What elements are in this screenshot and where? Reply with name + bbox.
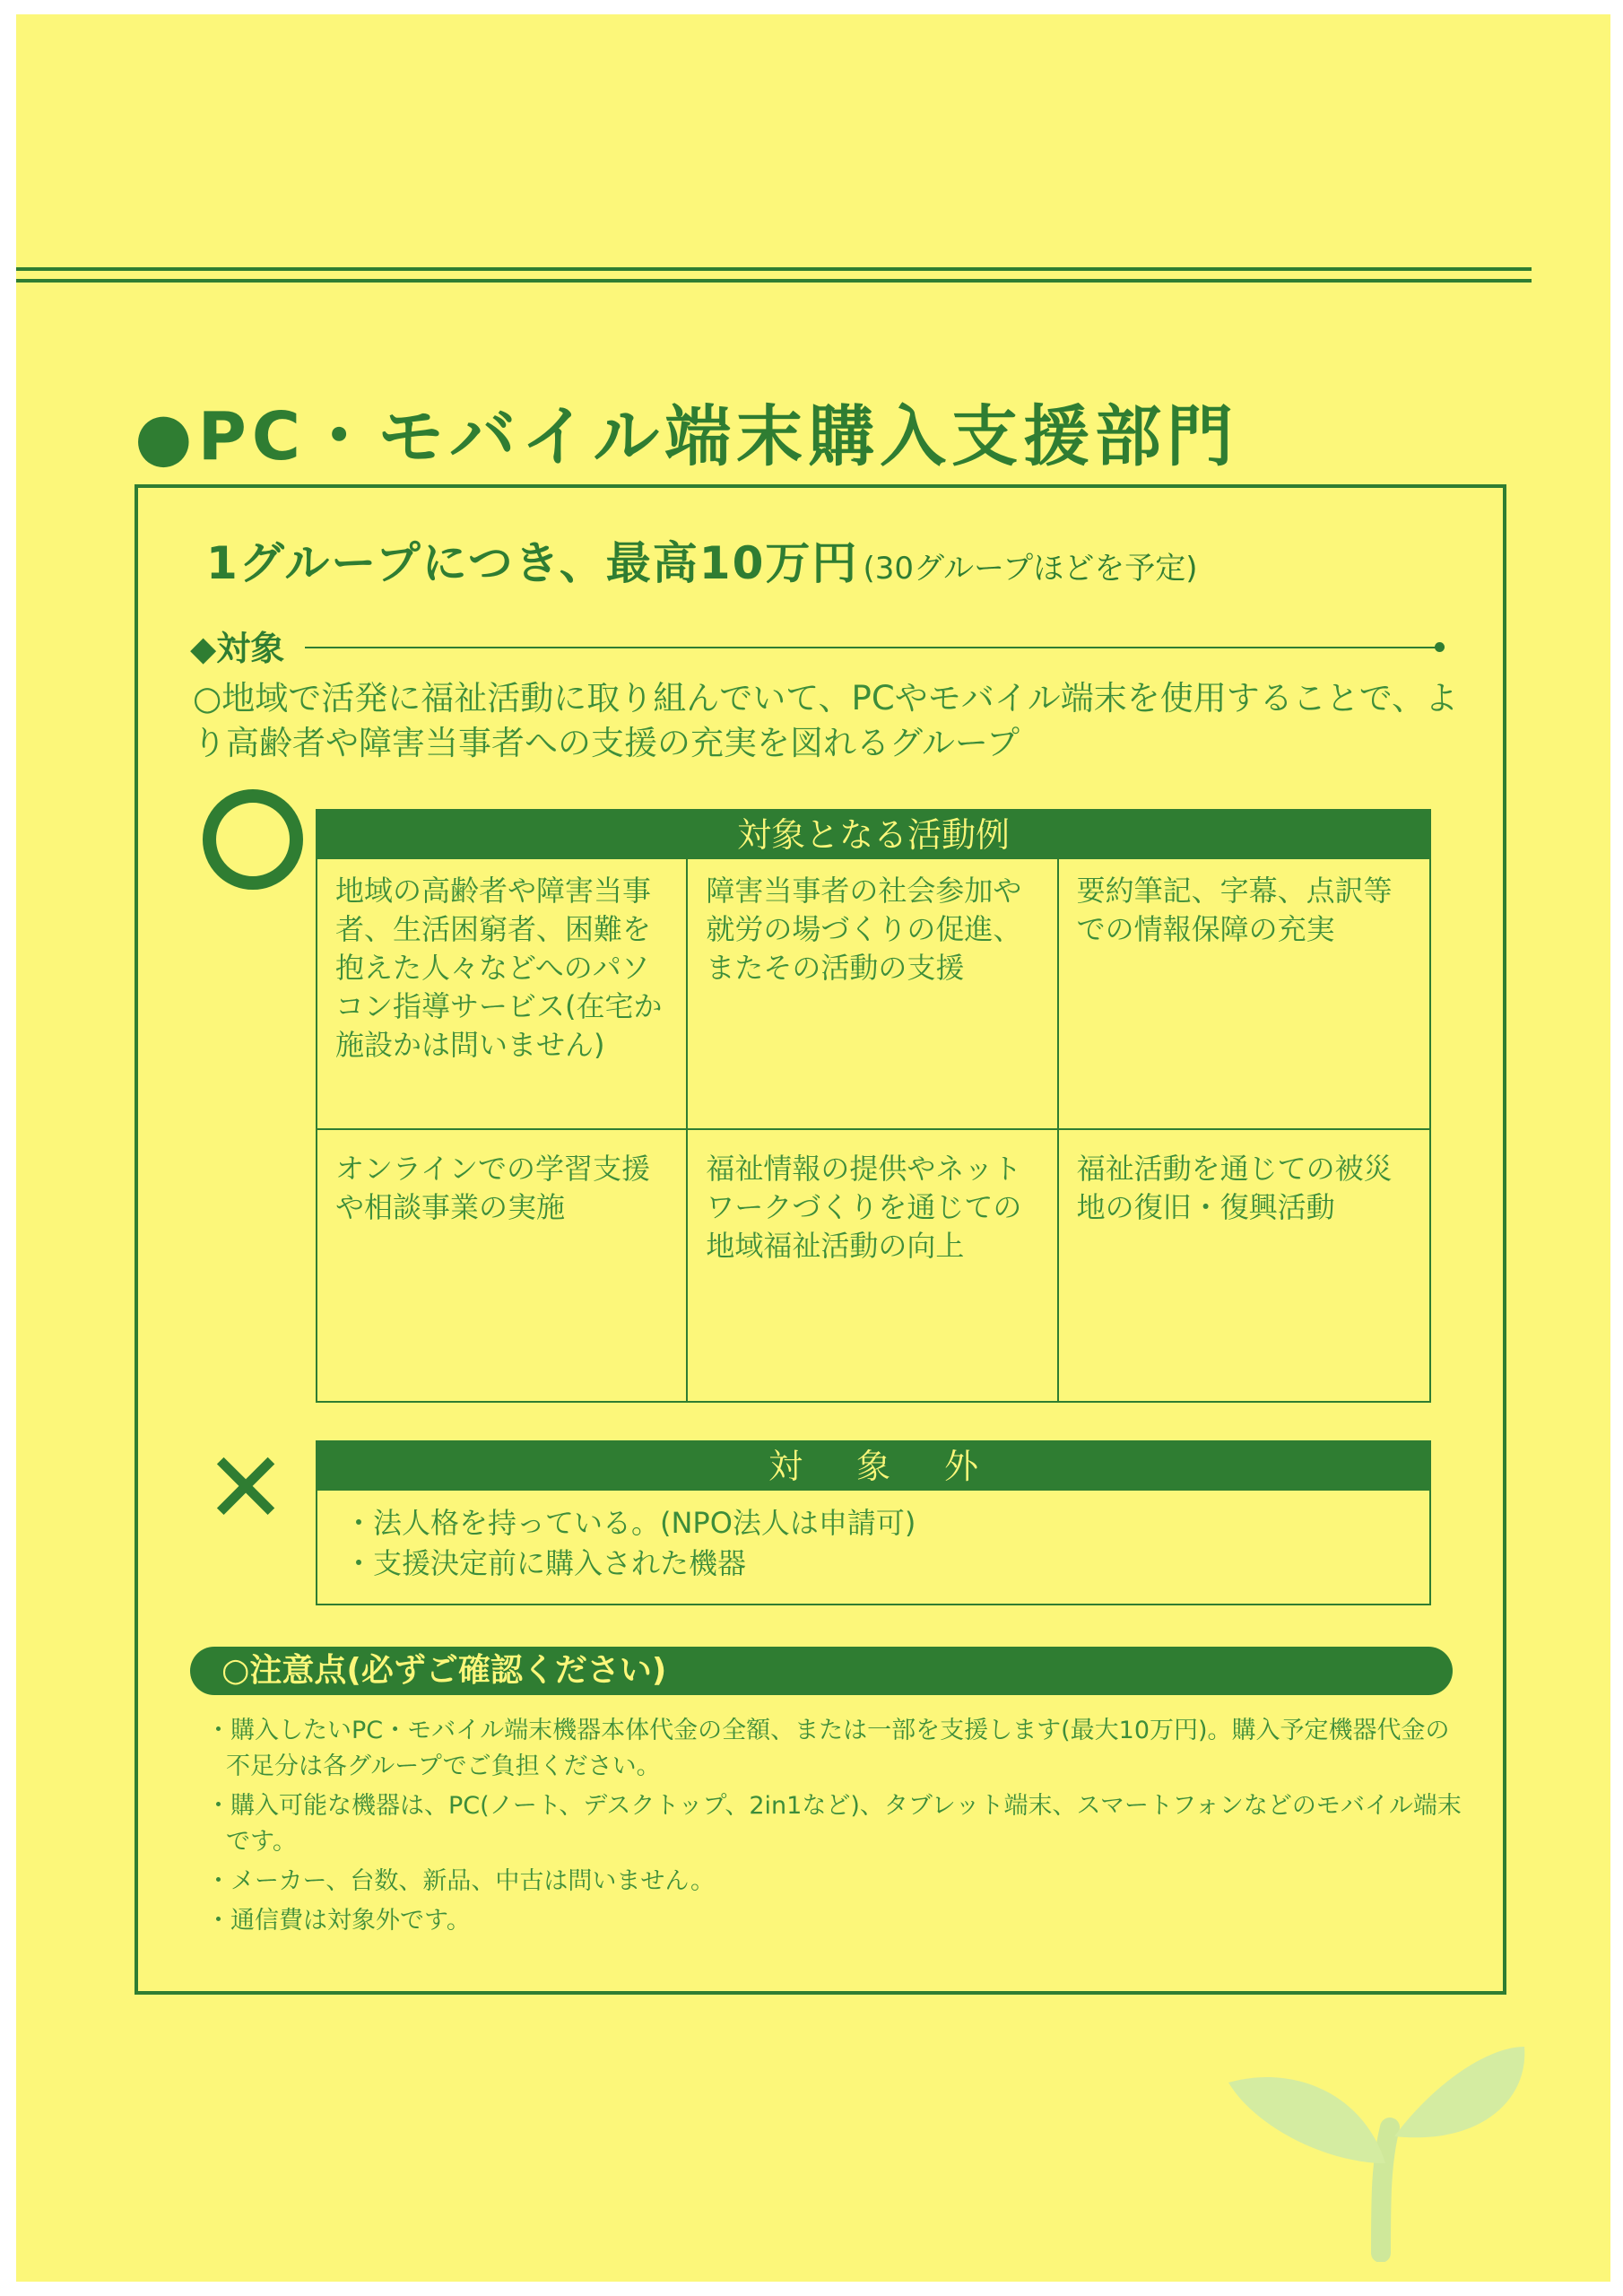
activity-examples-table — [316, 809, 1431, 1403]
activity-example: オンラインでの学習支援や相談事業の実施 — [317, 1130, 688, 1401]
note-item: ・通信費は対象外です。 — [206, 1907, 471, 1935]
excluded-item: ・支援決定前に購入された機器 — [344, 1546, 747, 1580]
grant-limit-text: 1グループにつき、最高10万円 — [206, 537, 859, 589]
excluded-box — [316, 1440, 1431, 1605]
activity-example: 福祉情報の提供やネットワークづくりを通じての地域福祉活動の向上 — [688, 1130, 1058, 1401]
activity-example: 地域の高齢者や障害当事者、生活困窮者、困難を抱えた人々などへのパソコン指導サービス(在宅か施設かは問いません) — [317, 859, 688, 1130]
activity-examples-grid — [317, 859, 1429, 1401]
note-item: ・メーカー、台数、新品、中古は問いません。 — [206, 1867, 715, 1895]
notes-heading: ○注意点(必ずご確認ください) — [190, 1647, 1453, 1695]
target-heading: ◆対象 — [190, 629, 285, 668]
target-heading-rule — [305, 647, 1439, 648]
note-item: ・購入したいPC・モバイル端末機器本体代金の全額、または一部を支援します(最大10万円)。購入予定機器代金の不足分は各グループでご負担ください。 — [206, 1717, 1450, 1780]
circle-icon — [203, 789, 303, 890]
top-rule-2 — [16, 279, 1532, 283]
grant-limit — [206, 527, 1198, 592]
activity-examples-header: 対象となる活動例 — [317, 811, 1429, 859]
top-rule — [16, 267, 1532, 271]
cross-icon: ✕ — [204, 1431, 288, 1545]
activity-example: 福祉活動を通じての被災地の復旧・復興活動 — [1076, 1152, 1393, 1224]
target-description: ○地域で活発に福祉活動に取り組んでいて、PCやモバイル端末を使用することで、より高齢者や障害当事者への支援の充実を図れるグループ — [193, 679, 1458, 762]
excluded-list — [317, 1491, 1429, 1584]
excluded-item: ・法人格を持っている。(NPO法人は申請可) — [344, 1506, 916, 1540]
activity-example: 障害当事者の社会参加や就労の場づくりの促進、またその活動の支援 — [688, 859, 1058, 1130]
section-title: ●PC・モバイル端末購入支援部門 — [135, 398, 1239, 475]
groups-note: (30グループほどを予定) — [863, 551, 1198, 587]
activity-example: 要約筆記、字幕、点訳等での情報保障の充実 — [1059, 859, 1429, 1130]
leaf-icon — [1219, 2029, 1542, 2262]
excluded-header: 対象外 — [317, 1442, 1429, 1491]
target-heading-dot — [1435, 642, 1445, 652]
notes-list — [206, 1713, 1462, 1943]
note-item: ・購入可能な機器は、PC(ノート、デスクトップ、2in1など)、タブレット端末、スマートフォンなどのモバイル端末です。 — [206, 1792, 1462, 1856]
